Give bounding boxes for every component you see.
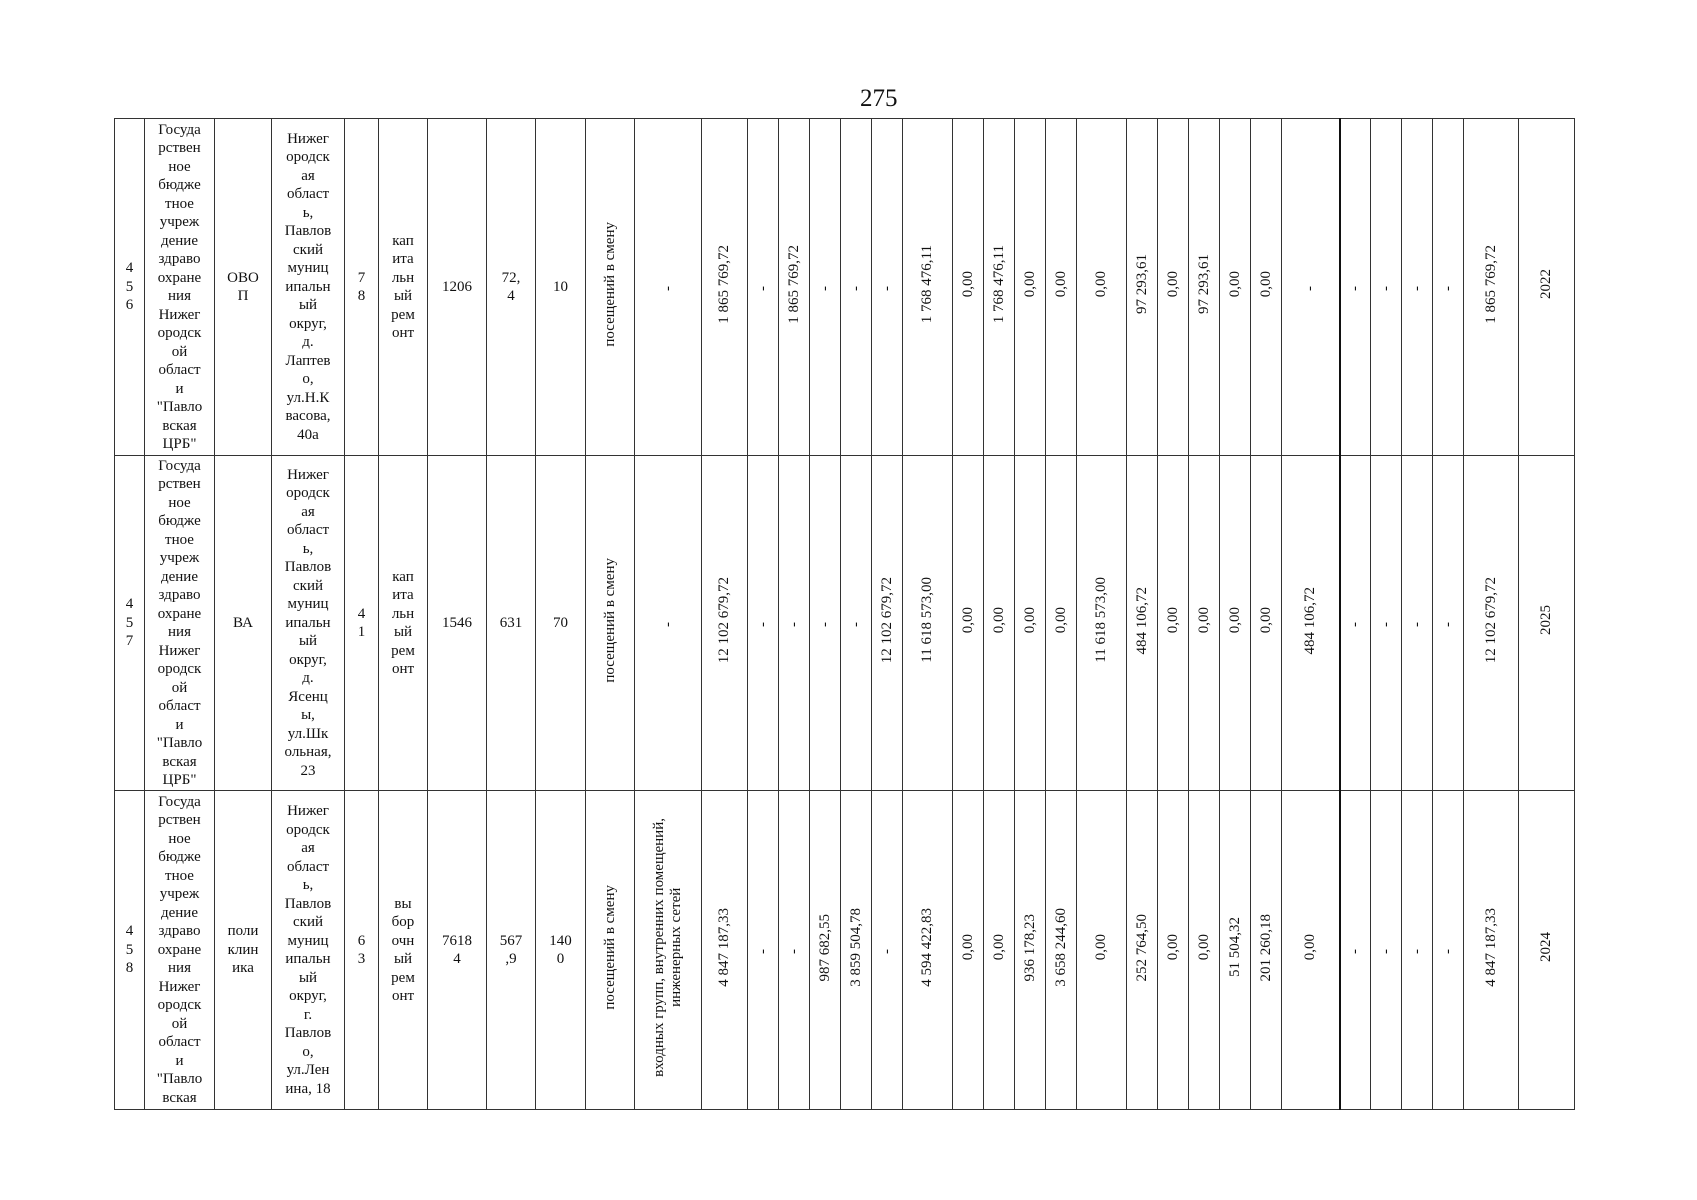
work-type: кап ита льн ый рем онт [391, 232, 415, 341]
building-years: 4 1 [357, 605, 366, 640]
cost-cell: 3 859 504,78 [847, 907, 864, 987]
cost-cell: 0,00 [1052, 271, 1069, 298]
federal-cost: 1 768 476,11 [919, 245, 936, 324]
grand-total: 12 102 679,72 [1482, 577, 1499, 664]
regional-cost: 252 764,50 [1133, 913, 1150, 981]
federal-cost: 4 594 422,83 [919, 907, 936, 987]
cost-cell: 0,00 [990, 607, 1007, 634]
completion-year: 2022 [1538, 269, 1555, 300]
cost-cell: 484 106,72 [1302, 586, 1318, 654]
work-scope: - [659, 285, 676, 291]
cost-cell: - [754, 285, 771, 291]
cost-cell: - [785, 948, 802, 954]
cost-cell: 987 682,55 [816, 913, 833, 981]
cost-cell: 0,00 [1257, 271, 1274, 298]
building-years: 7 8 [357, 269, 366, 304]
cost-cell: - [1347, 948, 1363, 954]
table-row [115, 119, 1575, 456]
cost-cell: 0,00 [1021, 271, 1038, 298]
facility-address: Нижег ородск ая област ь, Павлов ский муниц ипальн ый округ, г. Павлов о, ул.Лен ина, 18 [284, 803, 332, 1097]
cost-cell: 0,00 [959, 934, 976, 961]
organization-name: Госуда рствен ное бюдже тное учреж дение здраво охране ния Нижег ородск ой област и "Павло вская ЦРБ" [156, 457, 203, 788]
organization-name: Госуда рствен ное бюдже тное учреж дение здраво охране ния Нижег ородск ой област и "Павло вская ЦРБ" [156, 121, 203, 452]
cost-cell: 0,00 [1226, 271, 1243, 298]
cost-cell: - [1377, 621, 1394, 627]
cost-cell: 0,00 [1052, 607, 1069, 634]
cost-cell: - [1439, 285, 1456, 291]
cost-cell: - [1408, 621, 1425, 627]
cost-cell: 201 260,18 [1257, 913, 1274, 981]
cost-cell: - [816, 621, 833, 627]
cost-cell: - [1439, 948, 1456, 954]
regional-cost: 484 106,72 [1133, 586, 1150, 654]
total-cost: 1 865 769,72 [716, 244, 733, 324]
repair-area: 72, 4 [501, 269, 521, 304]
total-cost: 4 847 187,33 [716, 907, 733, 987]
cost-cell: - [847, 285, 864, 291]
facility-address: Нижег ородск ая област ь, Павлов ский муниц ипальн ый округ, д. Ясенц ы, ул.Шк ольная, 23 [284, 466, 332, 779]
total-area: 1546 [442, 614, 472, 631]
cost-cell: 0,00 [1195, 607, 1212, 634]
cost-cell: 0,00 [959, 271, 976, 298]
cost-cell: 12 102 679,72 [878, 577, 895, 664]
cost-cell: 0,00 [1164, 934, 1181, 961]
cost-cell: 11 618 573,00 [1093, 577, 1110, 664]
cost-cell: - [1377, 285, 1394, 291]
total-cost: 12 102 679,72 [716, 577, 733, 664]
cost-cell: - [1347, 621, 1363, 627]
facility-type: ВА [233, 614, 253, 631]
total-area: 1206 [442, 278, 472, 295]
completion-year: 2025 [1538, 605, 1555, 636]
capacity: 70 [553, 614, 568, 631]
row-number: 4 5 7 [125, 596, 134, 650]
cost-cell: 0,00 [1021, 607, 1038, 634]
objects-table [114, 118, 1575, 1110]
cost-cell: 936 178,23 [1021, 913, 1038, 981]
page-number: 275 [860, 85, 898, 112]
cost-cell: 0,00 [1226, 607, 1243, 634]
capacity-unit: посещений в смену [601, 221, 618, 347]
capacity-unit: посещений в смену [601, 557, 618, 683]
cost-cell: 0,00 [1164, 271, 1181, 298]
cost-cell: 0,00 [1257, 607, 1274, 634]
repair-area: 567 ,9 [499, 932, 523, 967]
capacity: 10 [553, 278, 568, 295]
cost-cell: 0,00 [1164, 607, 1181, 634]
cost-cell: 0,00 [1302, 934, 1318, 961]
work-type: кап ита льн ый рем онт [391, 568, 415, 677]
cost-cell: - [754, 948, 771, 954]
cost-cell: 51 504,32 [1226, 917, 1243, 978]
facility-type: ОВО П [227, 269, 259, 304]
capacity: 140 0 [549, 932, 572, 967]
table-row [115, 791, 1575, 1110]
cost-cell: 3 658 244,60 [1052, 907, 1069, 987]
cost-cell: 97 293,61 [1195, 254, 1212, 315]
building-years: 6 3 [357, 932, 366, 967]
capacity-unit: посещений в смену [601, 884, 618, 1010]
organization-name: Госуда рствен ное бюдже тное учреж дение здраво охране ния Нижег ородск ой област и "Павло вская [156, 793, 203, 1106]
cost-cell: - [847, 621, 864, 627]
cost-cell: - [1302, 285, 1318, 291]
cost-cell: - [878, 285, 895, 291]
cost-cell: 0,00 [1093, 271, 1110, 298]
regional-cost: 97 293,61 [1133, 254, 1150, 315]
cost-cell: - [1439, 621, 1456, 627]
federal-cost: 11 618 573,00 [919, 577, 936, 664]
cost-cell: 0,00 [1093, 934, 1110, 961]
row-number: 4 5 6 [125, 260, 134, 314]
repair-area: 631 [499, 614, 523, 631]
cost-cell: 0,00 [990, 934, 1007, 961]
cost-cell: - [1408, 948, 1425, 954]
total-area: 7618 4 [442, 932, 472, 967]
cost-cell: - [816, 285, 833, 291]
cost-cell: - [785, 621, 802, 627]
cost-cell: - [1347, 285, 1363, 291]
cost-cell: 0,00 [959, 607, 976, 634]
row-number: 4 5 8 [125, 923, 134, 977]
work-scope: - [659, 621, 676, 627]
cost-cell: - [1377, 948, 1394, 954]
grand-total: 1 865 769,72 [1482, 244, 1499, 324]
work-type: вы бор очн ый рем онт [391, 895, 415, 1004]
table-row [115, 456, 1575, 791]
facility-type: поли клин ика [227, 923, 259, 977]
cost-cell: 0,00 [1195, 934, 1212, 961]
cost-cell: - [878, 948, 895, 954]
facility-address: Нижег ородск ая област ь, Павлов ский муниц ипальн ый округ, д. Лаптев о, ул.Н.К васова, 40а [284, 130, 332, 443]
work-scope: входных групп, внутренних помещений, инженерных сетей [651, 817, 684, 1077]
cost-cell: 1 865 769,72 [785, 244, 802, 324]
cost-cell: - [754, 621, 771, 627]
completion-year: 2024 [1538, 932, 1555, 963]
cost-cell: - [1408, 285, 1425, 291]
cost-cell: 1 768 476,11 [990, 245, 1007, 324]
grand-total: 4 847 187,33 [1482, 907, 1499, 987]
